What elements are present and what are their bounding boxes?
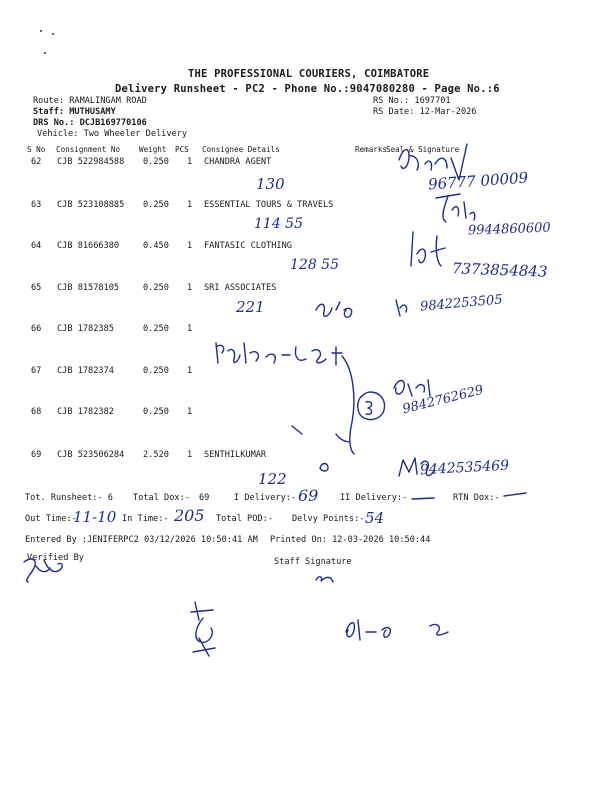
signature-row-62: [395, 140, 515, 190]
row-sno: 64: [31, 241, 42, 251]
hand-phone: 96777 00009: [427, 168, 529, 194]
row-weight: 0.250: [143, 407, 169, 417]
staff-signature-label: Staff Signature: [274, 557, 352, 567]
col-remarks: Remarks: [355, 145, 388, 154]
row-consignee: FANTASIC CLOTHING: [204, 241, 292, 251]
hand-phone: 9842762629: [401, 382, 485, 418]
row-weight: 0.250: [143, 324, 169, 334]
signature-row-68: [388, 370, 438, 400]
row-weight: 0.250: [143, 157, 169, 167]
row-pcs: 1: [187, 283, 193, 293]
row-sno: 63: [31, 200, 42, 210]
row-consignment: CJB 1782382: [57, 407, 114, 417]
col-sno: S No: [27, 145, 46, 154]
out-time-label: Out Time:-: [25, 514, 77, 524]
row-consignment: CJB 1782374: [57, 366, 114, 376]
signature-scribble-right: [340, 612, 460, 646]
row-pcs: 1: [187, 450, 193, 460]
row-consignment: CJB 523506284: [57, 450, 125, 460]
row-pcs: 1: [187, 241, 193, 251]
hand-phone: 9944860600: [467, 220, 551, 239]
rs-date: RS Date: 12-Mar-2026: [373, 107, 477, 117]
col-seal: Seal & Signature: [386, 145, 460, 154]
row-consignment: CJB 523108885: [57, 200, 125, 210]
hand-time: 122: [258, 470, 287, 488]
i-delivery-label: I Delivery:-: [234, 493, 297, 503]
row-sno: 65: [31, 283, 42, 293]
drs-number: DRS No.: DCJB169770106: [33, 118, 147, 128]
printed-on: Printed On: 12-03-2026 10:50:44: [270, 535, 431, 545]
staff-name: Staff: MUTHUSAMY: [33, 107, 116, 117]
row-weight: 0.450: [143, 241, 169, 251]
row-pcs: 1: [187, 157, 193, 167]
verified-signature: [18, 552, 68, 586]
dash-mark: [288, 420, 308, 440]
ii-delivery-dash: [410, 494, 436, 504]
rtn-dox-label: RTN Dox:-: [453, 493, 500, 503]
hand-time: 114 55: [254, 216, 303, 232]
staff-signature-short: [313, 572, 337, 586]
row-sno: 68: [31, 407, 42, 417]
row-consignment: CJB 522984588: [57, 157, 125, 167]
ii-delivery-label: II Delivery:-: [340, 493, 408, 503]
hand-phone: 9842253505: [419, 292, 504, 315]
row-consignee: SRI ASSOCIATES: [204, 283, 277, 293]
company-title: THE PROFESSIONAL COURIERS, COIMBATORE: [188, 68, 430, 80]
signature-row-69: [395, 452, 435, 482]
row-sno: 69: [31, 450, 42, 460]
runsheet-subtitle: Delivery Runsheet - PC2 - Phone No.:9047080280 - Page No.:6: [115, 83, 500, 95]
row-weight: 2.520: [143, 450, 169, 460]
scan-speck: [52, 33, 54, 35]
circled-mark: [350, 388, 390, 424]
signature-row-65: [310, 288, 410, 323]
scan-speck: [44, 52, 46, 54]
row-consignment: CJB 1782385: [57, 324, 114, 334]
row-pcs: 1: [187, 366, 193, 376]
signature-row-64: [405, 226, 465, 276]
total-pod-label: Total POD:-: [216, 514, 273, 524]
col-weight: Weight: [139, 145, 167, 154]
entered-by: Entered By :JENIFERPC2 03/12/2026 10:50:41 AM: [25, 535, 258, 545]
row-consignee: SENTHILKUMAR: [204, 450, 267, 460]
total-dox-label: Total Dox:-: [133, 493, 190, 503]
hand-phone: 7373854843: [451, 259, 548, 281]
hand-time: 221: [236, 298, 265, 316]
row-pcs: 1: [187, 200, 193, 210]
row-sno: 66: [31, 324, 42, 334]
rs-number: RS No.: 1697701: [373, 96, 451, 106]
in-time-hand: 205: [174, 506, 205, 525]
out-time-hand: 11-10: [73, 508, 117, 526]
row-pcs: 1: [187, 407, 193, 417]
verified-by: Verified By: [27, 553, 84, 563]
hand-time: 130: [256, 175, 285, 193]
route: Route: RAMALINGAM ROAD: [33, 96, 147, 106]
in-time-label: In Time:-: [122, 514, 169, 524]
rtn-dox-dash: [502, 490, 528, 500]
total-dox-value: 69: [199, 493, 210, 503]
row-consignee: CHANDRA AGENT: [204, 157, 272, 167]
col-pcs: PCS: [175, 145, 189, 154]
row-pcs: 1: [187, 324, 193, 334]
row-sno: 62: [31, 157, 42, 167]
hand-time: 128 55: [290, 257, 339, 273]
col-consignee: Consignee Details: [202, 145, 280, 154]
signature-scribble-left: [185, 598, 225, 660]
row-consignment: CJB 81578105: [57, 283, 120, 293]
col-consignment: Consignment No: [56, 145, 121, 154]
i-delivery-hand: 69: [298, 486, 319, 505]
vehicle: Vehicle: Two Wheeler Delivery: [37, 129, 188, 139]
delvy-points-hand: 54: [365, 509, 385, 527]
row-weight: 0.250: [143, 200, 169, 210]
row-consignee: ESSENTIAL TOURS & TRAVELS: [204, 200, 334, 210]
row-weight: 0.250: [143, 366, 169, 376]
tot-runsheet: Tot. Runsheet:- 6: [25, 493, 113, 503]
delvy-points-label: Delvy Points:-: [292, 514, 365, 524]
row-sno: 67: [31, 366, 42, 376]
row-weight: 0.250: [143, 283, 169, 293]
mark-row-69: [316, 458, 336, 474]
row-consignment: CJB 81666380: [57, 241, 120, 251]
scan-speck: [40, 30, 42, 32]
hand-phone: 9442535469: [419, 457, 510, 479]
